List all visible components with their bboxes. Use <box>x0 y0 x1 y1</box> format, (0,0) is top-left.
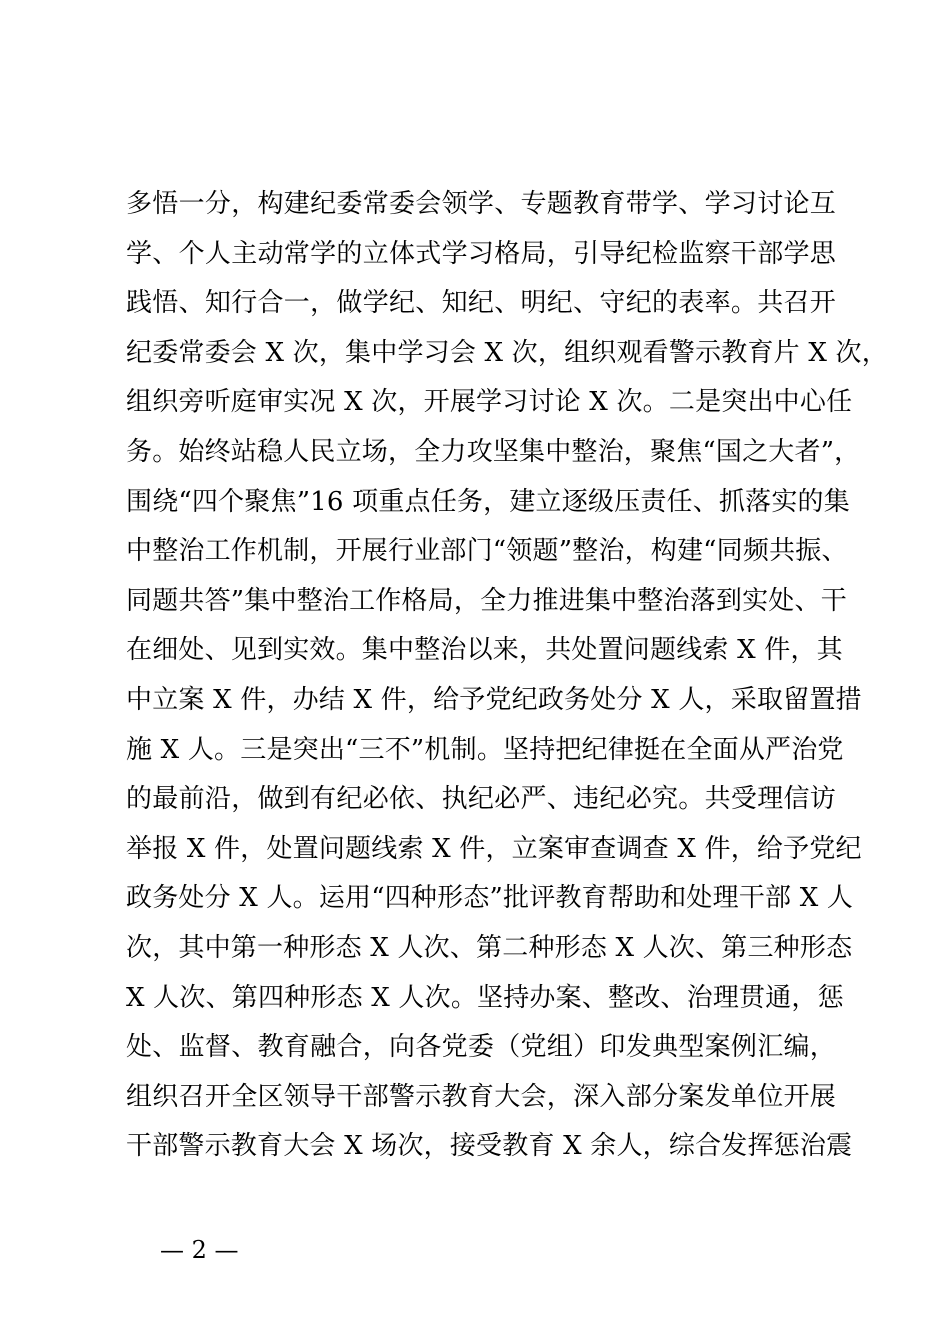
page-number: — 2 — <box>160 1236 239 1264</box>
text-line-15: 政务处分 X 人。运用“四种形态”批评教育帮助和处理干部 X 人 <box>126 883 854 914</box>
text-line-10: 在细处、见到实效。集中整治以来，共处置问题线索 X 件，其 <box>126 635 843 666</box>
text-line-17: X 人次、第四种形态 X 人次。坚持办案、整改、治理贯通，惩 <box>126 982 844 1013</box>
text-line-12: 施 X 人。三是突出“三不”机制。坚持把纪律挺在全面从严治党 <box>126 734 844 765</box>
text-line-2: 学、个人主动常学的立体式学习格局，引导纪检监察干部学思 <box>126 238 836 269</box>
text-line-11: 中立案 X 件，办结 X 件，给予党纪政务处分 X 人，采取留置措 <box>126 684 862 715</box>
text-line-4: 纪委常委会 X 次，集中学习会 X 次，组织观看警示教育片 X 次， <box>126 337 888 368</box>
text-line-9: 同题共答”集中整治工作格局，全力推进集中整治落到实处、干 <box>126 585 847 616</box>
text-line-18: 处、监督、教育融合，向各党委（党组）印发典型案例汇编， <box>126 1032 836 1063</box>
text-line-8: 中整治工作机制，开展行业部门“领题”整治，构建“同频共振、 <box>126 536 848 567</box>
text-line-3: 践悟、知行合一，做学纪、知纪、明纪、守纪的表率。共召开 <box>126 288 836 319</box>
text-line-16: 次，其中第一种形态 X 人次、第二种形态 X 人次、第三种形态 <box>126 932 853 963</box>
text-line-20: 干部警示教育大会 X 场次，接受教育 X 余人，综合发挥惩治震 <box>126 1131 853 1162</box>
text-line-19: 组织召开全区领导干部警示教育大会，深入部分案发单位开展 <box>126 1081 836 1112</box>
text-line-6: 务。始终站稳人民立场，全力攻坚集中整治，聚焦“国之大者”， <box>126 436 861 467</box>
text-line-13: 的最前沿，做到有纪必依、执纪必严、违纪必究。共受理信访 <box>126 784 836 815</box>
text-line-1: 多悟一分，构建纪委常委会领学、专题教育带学、学习讨论互 <box>126 189 836 219</box>
body-paragraph <box>126 180 888 1172</box>
text-line-5: 组织旁听庭审实况 X 次，开展学习讨论 X 次。二是突出中心任 <box>126 387 853 418</box>
text-line-7: 围绕“四个聚焦”16 项重点任务，建立逐级压责任、抓落实的集 <box>126 486 850 517</box>
text-line-14: 举报 X 件，处置问题线索 X 件，立案审查调查 X 件，给予党纪 <box>126 833 862 864</box>
